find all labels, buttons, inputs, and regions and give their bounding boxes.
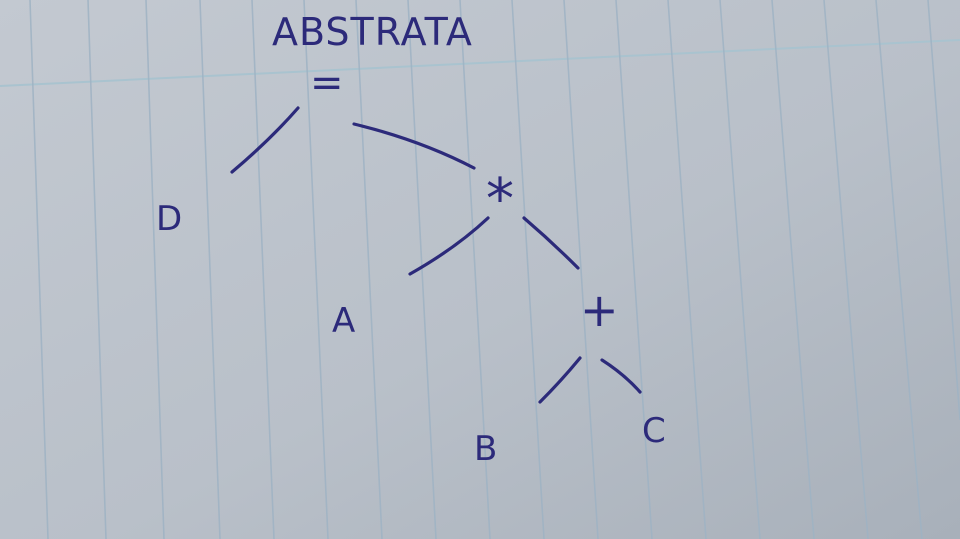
- node-d-leaf: D: [156, 199, 183, 239]
- node-b-leaf: B: [474, 429, 498, 469]
- node-root-equals: =: [310, 60, 344, 106]
- diagram-title: ABSTRATA: [272, 10, 473, 54]
- node-plus: +: [580, 283, 619, 337]
- node-c-leaf: C: [642, 411, 666, 451]
- node-a-leaf: A: [332, 301, 356, 341]
- node-multiply: *: [486, 167, 514, 232]
